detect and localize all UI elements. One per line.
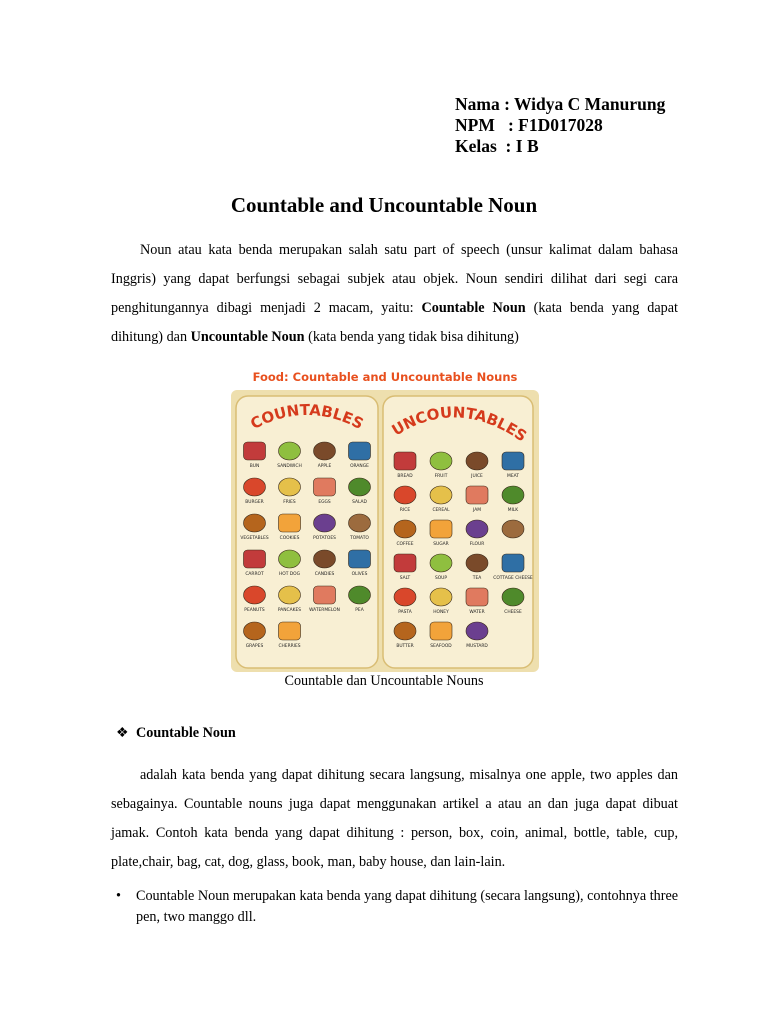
food-item	[430, 622, 452, 649]
food-picture-icon	[314, 442, 336, 460]
food-picture-icon	[244, 478, 266, 496]
food-picture-icon	[244, 622, 266, 640]
food-picture-icon	[466, 486, 488, 504]
food-label: TEA	[472, 576, 482, 581]
countables-banner: COUNTABLES	[247, 400, 367, 433]
food-label: BURGER	[245, 500, 264, 505]
food-item	[349, 514, 371, 541]
food-item	[277, 442, 302, 469]
food-label: POTATOES	[313, 536, 336, 541]
food-picture-icon	[314, 550, 336, 568]
food-picture-icon	[394, 486, 416, 504]
food-picture-icon	[466, 452, 488, 470]
food-label: SUGAR	[433, 542, 449, 547]
food-label: ORANGE	[350, 464, 369, 469]
food-label: APPLE	[317, 464, 332, 469]
food-label: TOMATO	[350, 536, 369, 541]
food-label: CEREAL	[432, 508, 450, 513]
food-label: HOT DOG	[278, 572, 301, 577]
section-heading	[116, 725, 236, 742]
student-info	[455, 94, 665, 157]
food-item	[430, 520, 452, 547]
countable-definition: adalah kata benda yang dapat dihitung secara langsung, misalnya one apple, two apples dan sebagainya. Countable nouns juga dapat menggunakan artikel a atau an dan juga dapat dibuat jamak. Contoh kata benda yang dapat dihitung : person, box, coin, animal, bottle, table, cup, plate,chair, bag, cat, dog, glass, book, man, baby house, dan lain-lain.	[111, 767, 678, 870]
food-label: CANDIES	[314, 572, 335, 577]
food-picture-icon	[466, 554, 488, 572]
food-label: BUTTER	[396, 644, 414, 649]
food-item	[278, 586, 301, 613]
food-picture-icon	[430, 554, 452, 572]
food-label: PASTA	[398, 610, 412, 615]
food-label: RICE	[399, 508, 411, 513]
figure-title: Food: Countable and Uncountable Nouns	[252, 370, 518, 384]
food-label: COOKIES	[279, 536, 300, 541]
food-picture-icon	[502, 486, 524, 504]
food-label: JAM	[472, 508, 482, 513]
food-picture-icon	[244, 514, 266, 532]
food-picture-icon	[279, 622, 301, 640]
food-illustration-svg	[231, 366, 539, 672]
food-label: FLOUR	[469, 542, 485, 547]
food-item	[502, 520, 524, 538]
food-item	[244, 586, 266, 613]
food-label: VEGETABLES	[240, 536, 269, 541]
food-label: SEAFOOD	[430, 644, 452, 649]
food-label: SOUP	[434, 576, 448, 581]
food-item	[430, 588, 452, 615]
food-item	[394, 520, 416, 547]
food-picture-icon	[314, 514, 336, 532]
food-item	[244, 550, 266, 577]
food-picture-icon	[349, 442, 371, 460]
food-picture-icon	[394, 622, 416, 640]
bullet-dot-icon: •	[116, 888, 121, 904]
food-label: PEANUTS	[244, 608, 265, 613]
food-nouns-illustration	[231, 366, 539, 672]
food-picture-icon	[279, 514, 301, 532]
food-picture-icon	[394, 520, 416, 538]
uncountable-noun-term: Uncountable Noun	[190, 329, 305, 345]
food-item	[313, 514, 336, 541]
food-label: WATERMELON	[309, 608, 340, 613]
food-picture-icon	[502, 520, 524, 538]
food-picture-icon	[394, 588, 416, 606]
food-item	[244, 478, 266, 505]
food-label: SANDWICH	[277, 464, 302, 469]
student-class: Kelas : I B	[455, 136, 539, 156]
food-picture-icon	[349, 586, 371, 604]
food-picture-icon	[349, 550, 371, 568]
food-picture-icon	[430, 486, 452, 504]
food-picture-icon	[244, 550, 266, 568]
food-label: OLIVES	[351, 572, 368, 577]
page-title: Countable and Uncountable Noun	[230, 193, 538, 217]
food-picture-icon	[430, 622, 452, 640]
section-heading-text: Countable Noun	[136, 725, 236, 741]
food-label: JUICE	[471, 474, 483, 479]
food-label: MUSTARD	[466, 644, 488, 649]
food-label: SALAD	[352, 500, 367, 505]
intro-paragraph: Noun atau kata benda merupakan salah satu part of speech (unsur kalimat dalam bahasa Inggris) yang dapat berfungsi sebagai subjek atau objek. Noun sendiri dilihat dari segi cara penghitungannya dibagi menjadi 2 macam, yaitu: Countable Noun (kata benda yang dapat dihitung) dan Uncountable Noun (kata benda yang tidak bisa dihitung)	[111, 242, 678, 345]
bullet-list	[116, 886, 681, 928]
food-label: WATER	[469, 610, 485, 615]
food-label: BUN	[249, 464, 260, 469]
food-item	[502, 588, 524, 615]
food-picture-icon	[430, 452, 452, 470]
food-label: FRIES	[283, 500, 296, 505]
food-label: CHERRIES	[278, 644, 301, 649]
food-label: GRAPES	[245, 644, 264, 649]
food-picture-icon	[394, 452, 416, 470]
food-item	[314, 550, 336, 577]
food-item	[244, 622, 266, 649]
food-label: PEA	[355, 608, 364, 613]
food-item	[466, 622, 488, 649]
food-picture-icon	[314, 478, 336, 496]
food-picture-icon	[466, 622, 488, 640]
food-label: CARROT	[245, 572, 264, 577]
food-label: MEAT	[507, 474, 519, 479]
food-label: COTTAGE CHEESE	[493, 576, 533, 581]
food-label: SALT	[399, 576, 411, 581]
food-picture-icon	[349, 514, 371, 532]
food-picture-icon	[466, 588, 488, 606]
food-item	[430, 486, 452, 513]
food-picture-icon	[502, 452, 524, 470]
student-npm: NPM : F1D017028	[455, 115, 603, 135]
food-picture-icon	[466, 520, 488, 538]
food-picture-icon	[244, 442, 266, 460]
food-item	[394, 622, 416, 649]
figure-caption: Countable dan Uncountable Nouns	[284, 673, 484, 689]
list-item	[116, 886, 681, 928]
food-picture-icon	[502, 554, 524, 572]
food-label: EGGS	[318, 500, 331, 505]
food-label: MILK	[507, 508, 519, 513]
countable-noun-term: Countable Noun	[421, 300, 526, 316]
diamond-bullet-icon: ❖	[116, 725, 129, 741]
food-item	[279, 550, 301, 577]
food-label: FRUIT	[434, 474, 448, 479]
food-picture-icon	[394, 554, 416, 572]
food-item	[349, 442, 371, 469]
food-picture-icon	[244, 586, 266, 604]
food-picture-icon	[279, 478, 301, 496]
food-picture-icon	[430, 520, 452, 538]
food-label: COFFEE	[396, 542, 414, 547]
food-picture-icon	[502, 588, 524, 606]
food-picture-icon	[349, 478, 371, 496]
food-label: BREAD	[397, 474, 413, 479]
food-label: CHEESE	[504, 610, 522, 615]
food-item	[309, 586, 340, 613]
uncountables-banner: UNCOUNTABLES	[388, 403, 531, 446]
food-picture-icon	[279, 586, 301, 604]
food-picture-icon	[279, 442, 301, 460]
food-item	[278, 622, 300, 649]
student-name: Nama : Widya C Manurung	[455, 94, 666, 114]
food-label: HONEY	[433, 610, 449, 615]
list-item-text: Countable Noun merupakan kata benda yang dapat dihitung (secara langsung), contohnya three pen, two manggo dll.	[136, 888, 679, 925]
food-picture-icon	[430, 588, 452, 606]
food-picture-icon	[279, 550, 301, 568]
food-item	[279, 514, 301, 541]
food-picture-icon	[314, 586, 336, 604]
food-label: PANCAKES	[277, 608, 302, 613]
food-item	[349, 550, 371, 577]
